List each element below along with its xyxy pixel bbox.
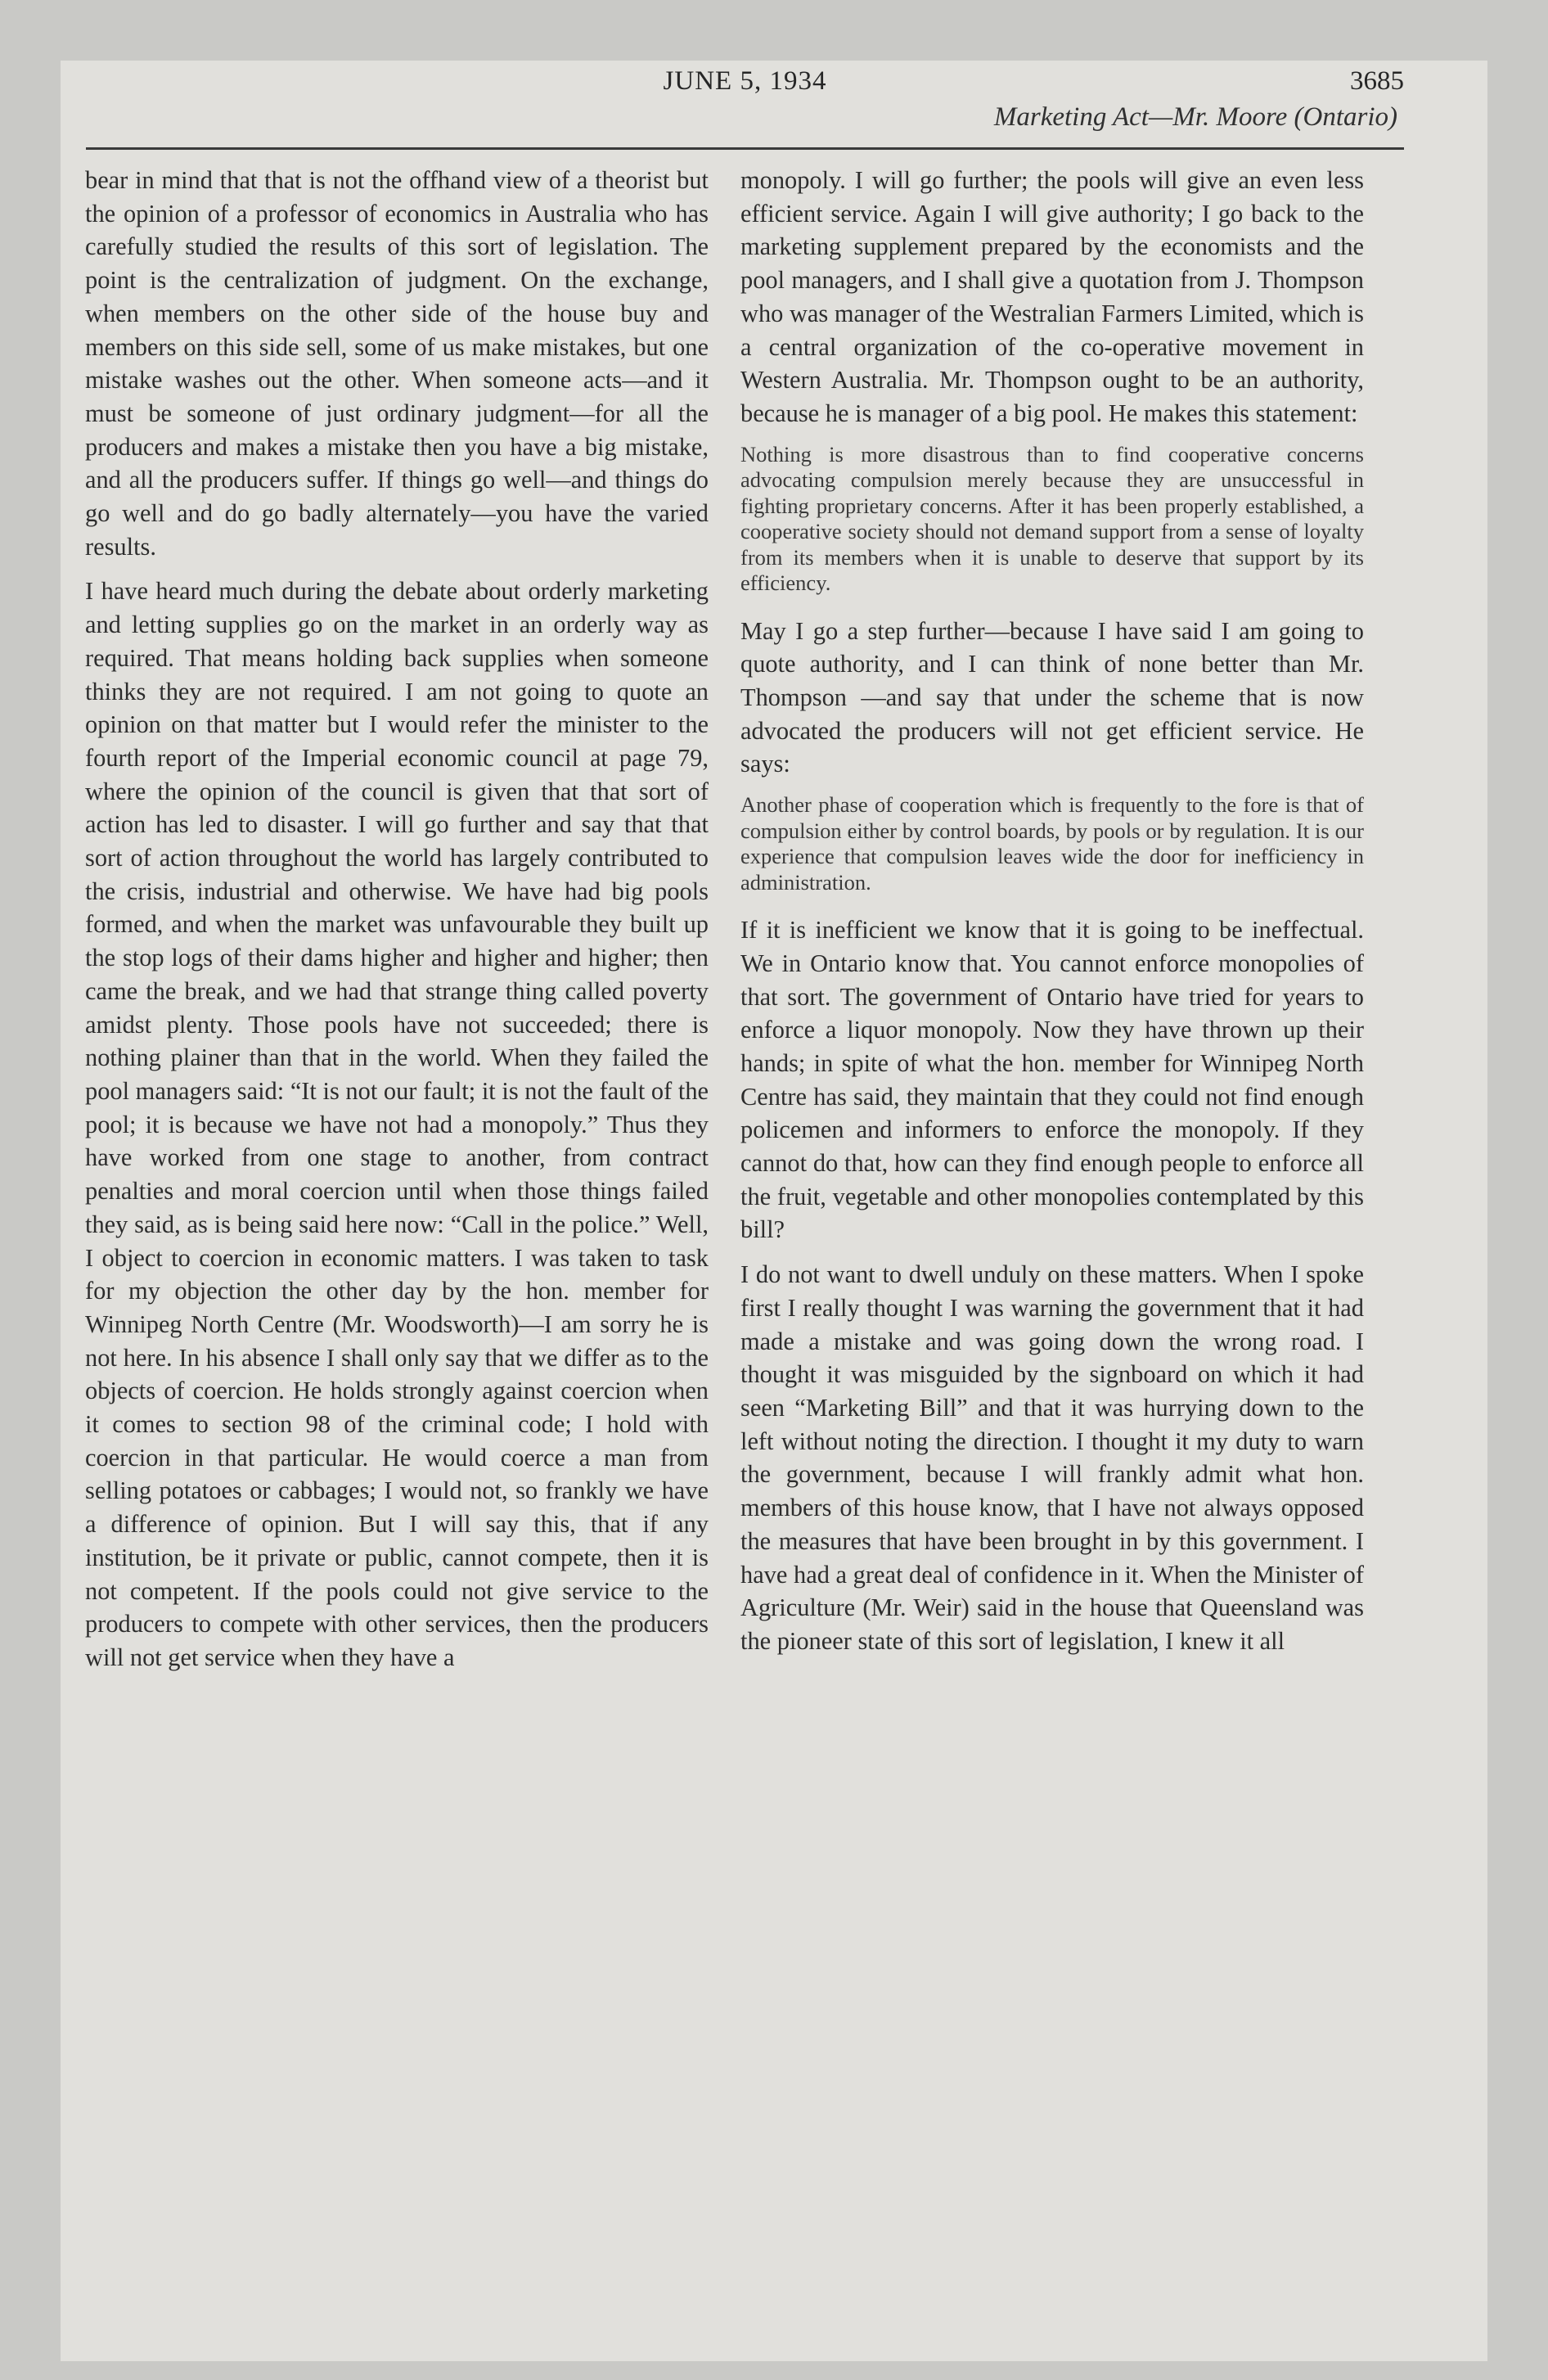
block-quote: Another phase of cooperation which is frequently to the fore is that of compulsion either by control boards, by pools or by regulation. It is our experience that compulsion leaves wide the door for inefficiency in administration.	[740, 792, 1364, 895]
page-number: 3685	[1350, 66, 1404, 96]
page-date: JUNE 5, 1934	[663, 66, 827, 96]
running-title: Marketing Act—Mr. Moore (Ontario)	[993, 102, 1397, 132]
paragraph: bear in mind that that is not the offhand view of a theorist but the opinion of a professor of economics in Australia who has carefully studied the results of this sort of legislation. The point is the centralization of judgment. On the exchange, when members on the other side of the house buy and members on this side sell, some of us make mistakes, but one mistake washes out the other. When someone acts—and it must be someone of just ordinary judgment—for all the producers and makes a mistake then you have a big mistake, and all the producers suffer. If things go well—and things do go well and do go badly alternately—you have the varied results.	[85, 166, 709, 561]
paragraph: I do not want to dwell unduly on these matters. When I spoke first I really thought I was warning the government that it had made a mistake and was going down the wrong road. I thought it was misguided by the signboard on which it had seen “Marketing Bill” and that it was hurrying down to the left without noting the direction. I thought it my duty to warn the government, because I will frankly admit what hon. members of this house know, that I have not always opposed the measures that have been brought in by this government. I have had a great deal of confidence in it. When the Minister of Agriculture (Mr. Weir) said in the house that Queensland was the pioneer state of this sort of legislation, I knew it all	[740, 1260, 1364, 1655]
paragraph: If it is inefficient we know that it is going to be ineffectual. We in Ontario know that. You cannot enforce monopolies of that sort. The government of Ontario have tried for years to enforce a liquor monopoly. Now they have thrown up their hands; in spite of what the hon. member for Winnipeg North Centre has said, they maintain that they could not find enough policemen and informers to enforce the monopoly. If they cannot do that, how can they find enough people to enforce all the fruit, vegetable and other monopolies contemplated by this bill?	[740, 916, 1364, 1244]
left-column	[85, 164, 709, 1686]
paragraph: monopoly. I will go further; the pools will give an even less efficient service. Again I will give authority; I go back to the marketing supplement prepared by the economists and the pool managers, and I shall give a quotation from J. Thompson who was manager of the Westralian Farmers Limited, which is a central organization of the co-operative movement in Western Australia. Mr. Thompson ought to be an authority, because he is manager of a big pool. He makes this statement:	[740, 166, 1364, 427]
right-column	[740, 164, 1364, 1670]
paragraph: I have heard much during the debate about orderly marketing and letting supplies go on the market in an orderly way as required. That means holding back supplies when someone thinks they are not required. I am not going to quote an opinion on that matter but I would refer the minister to the fourth report of the Imperial economic council at page 79, where the opinion of the council is given that that sort of action has led to disaster. I will go further and say that that sort of action throughout the world has largely contributed to the crisis, industrial and otherwise. We have had big pools formed, and when the market was unfavourable they built up the stop logs of their dams higher and higher and higher; then came the break, and we had that strange thing called poverty amidst plenty. Those pools have not succeeded; there is nothing plainer than that in the world. When they failed the pool managers said: “It is not our fault; it is not the fault of the pool; it is because we have not had a monopoly.” Thus they have worked from one stage to another, from contract penalties and moral coercion until when those things failed they said, as is being said here now: “Call in the police.” Well, I object to coercion in economic matters. I was taken to task for my objection the other day by the hon. member for Winnipeg North Centre (Mr. Woodsworth)—I am sorry he is not here. In his absence I shall only say that we differ as to the objects of coercion. He holds strongly against coercion when it comes to section 98 of the criminal code; I hold with coercion in that particular. He would coerce a man from selling potatoes or cabbages; I would not, so frankly we have a difference of opinion. But I will say this, that if any institution, be it private or public, cannot compete, then it is not competent. If the pools could not give service to the producers to compete with other services, then the producers will not get service when they have a	[85, 577, 709, 1671]
block-quote: Nothing is more disastrous than to find cooperative concerns advocating compulsion merely because they are unsuccessful in fighting proprietary concerns. After it has been properly established, a cooperative society should not demand support from a sense of loyalty from its members when it is unable to deserve that support by its efficiency.	[740, 441, 1364, 596]
page-header	[86, 66, 1404, 140]
header-rule	[86, 147, 1404, 150]
paragraph: May I go a step further—because I have said I am going to quote authority, and I can think of none better than Mr. Thompson —and say that under the scheme that is now advocated the producers will not get efficient service. He says:	[740, 616, 1364, 778]
